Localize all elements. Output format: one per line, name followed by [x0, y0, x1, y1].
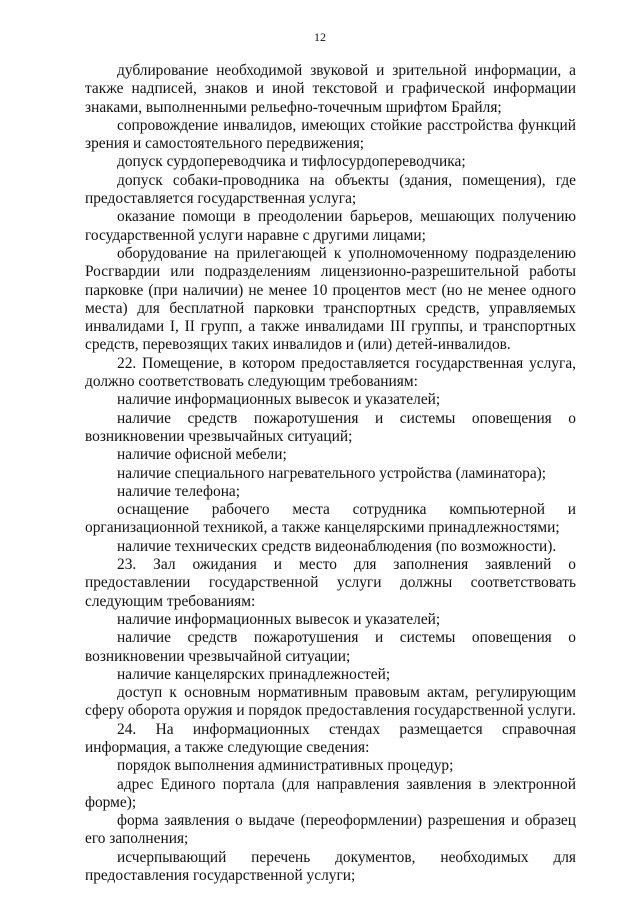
document-body: [85, 62, 576, 885]
paragraph: оборудование на прилегающей к уполномоченному подразделению Росгвардии или подразделениям лицензионно-разрешительной работы парковке (при наличии) не менее 10 процентов мест (но не менее одного места) для бесплатной парковки транспортных средств, управляемых инвалидами I, II групп, а также инвалидами III группы, и транспортных средств, перевозящих таких инвалидов и (или) детей-инвалидов.: [85, 244, 576, 354]
paragraph: 22. Помещение, в котором предоставляется государственная услуга, должно соответствовать следующим требованиям:: [85, 354, 576, 391]
paragraph: наличие технических средств видеонаблюдения (по возможности).: [117, 537, 557, 555]
paragraph: дублирование необходимой звуковой и зрительной информации, а также надписей, знаков и иной текстовой и графической информации знаками, выполненными рельефно-точечным шрифтом Брайля;: [85, 62, 576, 116]
paragraph: доступ к основным нормативным правовым актам, регулирующим сферу оборота оружия и порядок предоставления государственной услуги.: [85, 684, 576, 720]
paragraph: допуск собаки-проводника на объекты (здания, помещения), где предоставляется государственная услуга;: [85, 171, 576, 208]
paragraph: допуск сурдопереводчика и тифлосурдопереводчика;: [117, 153, 466, 171]
paragraph: наличие средств пожаротушения и системы оповещения о возникновении чрезвычайных ситуаций;: [85, 409, 576, 445]
paragraph: наличие офисной мебели;: [117, 446, 287, 464]
paragraph: оснащение рабочего места сотрудника компьютерной и организационной техникой, а также канцелярскими принадлежностями;: [85, 501, 576, 537]
paragraph: форма заявления о выдаче (переоформлении) разрешения и образец его заполнения;: [85, 812, 576, 848]
paragraph: наличие информационных вывесок и указателей;: [117, 610, 441, 628]
paragraph: порядок выполнения административных процедур;: [117, 757, 454, 775]
paragraph: наличие телефона;: [117, 482, 241, 500]
paragraph: наличие средств пожаротушения и системы оповещения о возникновении чрезвычайной ситуации;: [85, 629, 576, 665]
paragraph: наличие специального нагревательного устройства (ламинатора);: [117, 464, 547, 482]
paragraph: 24. На информационных стендах размещается справочная информация, а также следующие сведения:: [85, 720, 576, 756]
paragraph: исчерпывающий перечень документов, необходимых для предоставления государственной услуги;: [85, 848, 576, 885]
paragraph: адрес Единого портала (для направления заявления в электронной форме);: [85, 775, 576, 811]
paragraph: наличие канцелярских принадлежностей;: [117, 665, 391, 683]
paragraph: оказание помощи в преодолении барьеров, мешающих получению государственной услуги наравне с другими лицами;: [85, 208, 576, 244]
paragraph: 23. Зал ожидания и место для заполнения заявлений о предоставлении государственной услуги должны соответствовать следующим требованиям:: [85, 556, 576, 610]
paragraph: наличие информационных вывесок и указателей;: [117, 391, 441, 409]
paragraph: сопровождение инвалидов, имеющих стойкие расстройства функций зрения и самостоятельного передвижения;: [85, 116, 576, 153]
page-number: 12: [314, 30, 326, 44]
